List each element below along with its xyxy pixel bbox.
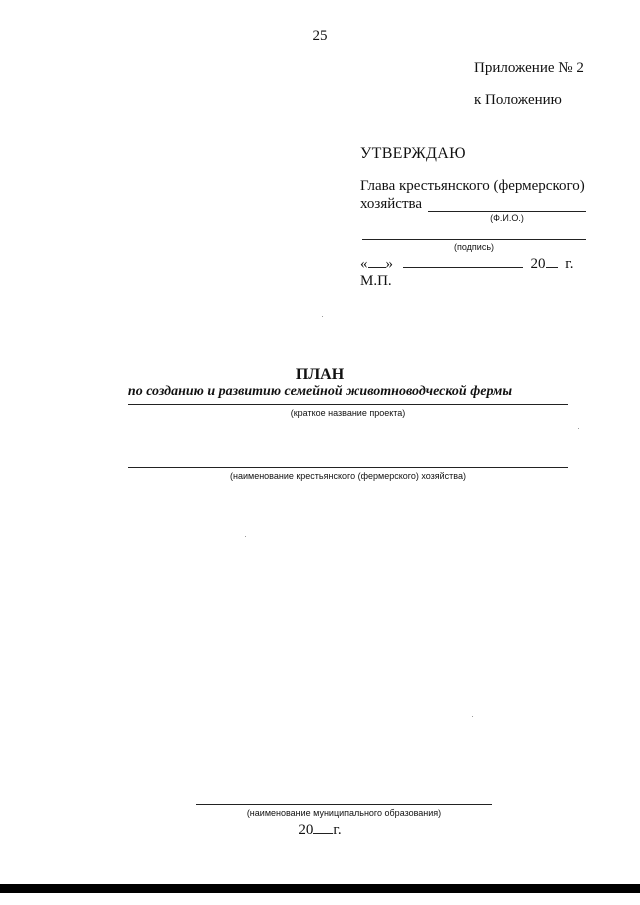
- scan-speck: [578, 428, 579, 429]
- plan-subtitle: по созданию и развитию семейной животноводческой фермы: [127, 384, 513, 399]
- approval-heading: УТВЕРЖДАЮ: [360, 145, 466, 162]
- signature-line: [362, 239, 586, 240]
- plan-title: ПЛАН: [295, 366, 345, 383]
- approval-date: [360, 256, 573, 273]
- page-number: 25: [312, 28, 328, 44]
- project-name-line: [128, 404, 568, 405]
- plan-year-prefix: 20: [298, 822, 314, 838]
- date-year-prefix: 20: [530, 256, 546, 272]
- municipality-line: [196, 804, 492, 805]
- plan-year-suffix: г.: [333, 822, 342, 838]
- farm-name-line: [128, 467, 568, 468]
- signature-caption: (подпись): [453, 242, 495, 252]
- project-name-caption: (краткое название проекта): [290, 408, 406, 418]
- date-year-suffix: г.: [565, 256, 574, 272]
- fio-line: [428, 211, 586, 212]
- date-close-quote: »: [385, 256, 393, 272]
- regulation-reference: к Положению: [474, 92, 562, 108]
- farm-head-title-cont: хозяйства: [360, 196, 423, 212]
- stamp-placeholder: М.П.: [360, 273, 392, 289]
- scan-speck: [322, 316, 323, 317]
- farm-name-caption: (наименование крестьянского (фермерского) хозяйства): [230, 471, 466, 481]
- plan-year: [0, 822, 640, 839]
- scan-speck: [472, 716, 473, 717]
- scan-edge-bar: [0, 884, 640, 893]
- municipality-caption: (наименование муниципального образования): [246, 808, 442, 818]
- date-open-quote: «: [360, 256, 368, 272]
- appendix-label: Приложение № 2: [474, 60, 584, 76]
- scan-speck: [245, 536, 246, 537]
- fio-caption: (Ф.И.О.): [490, 213, 524, 223]
- farm-head-title: Глава крестьянского (фермерского): [360, 178, 585, 194]
